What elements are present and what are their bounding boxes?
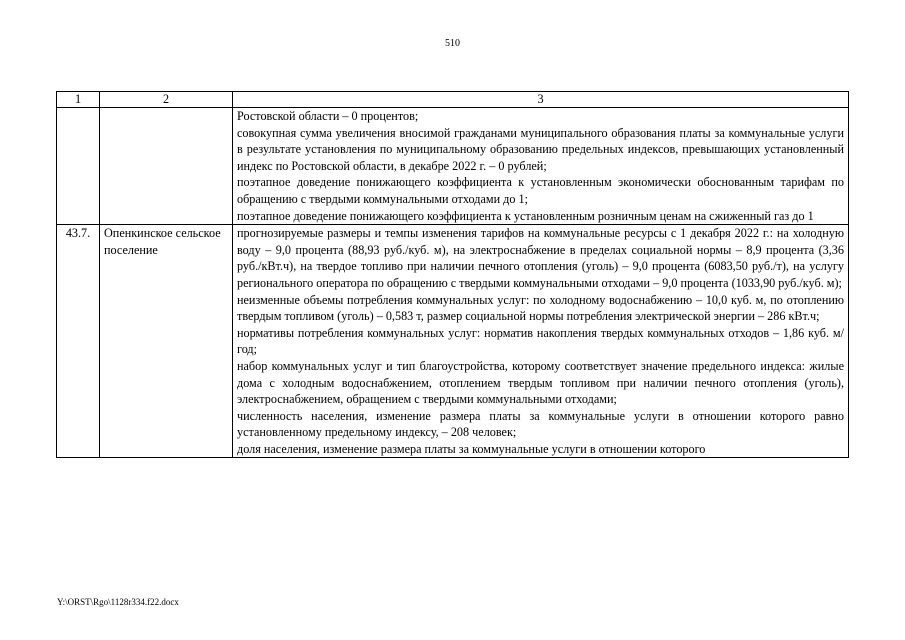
document-table — [56, 91, 849, 458]
table-header-row — [57, 92, 849, 108]
row-number-cell — [57, 108, 100, 225]
table-row — [57, 225, 849, 458]
table-header-cell: 2 — [100, 92, 233, 108]
description-paragraph: совокупная сумма увеличения вносимой гражданами муниципального образования платы за коммунальные услуги в результате установления по муниципальному образованию предельных индексов, превышающих установленный индекс по Ростовской области, в декабре 2022 г. – 0 рублей; — [237, 125, 844, 173]
table-header-cell: 1 — [57, 92, 100, 108]
description-paragraph: доля населения, изменение размера платы за коммунальные услуги в отношении которого — [237, 441, 706, 456]
description-cell — [233, 225, 849, 458]
settlement-name-cell — [100, 108, 233, 225]
row-number-cell: 43.7. — [57, 225, 100, 458]
table-header-cell: 3 — [233, 92, 849, 108]
description-paragraph: набор коммунальных услуг и тип благоустройства, которому соответствует значение предельного индекса: жилые дома с холодным водоснабжением, отоплением твердым топливом при наличии печного отопления (уголь), электроснабжением, обращением с твердыми коммунальными отходами; — [237, 358, 844, 407]
description-paragraph: неизменные объемы потребления коммунальных услуг: по холодному водоснабжению – 10,0 куб. м, по отоплению твердым топливом (уголь) – 0,583 т, размер социальной нормы потребления электрической энергии – 286 кВт.ч; — [237, 292, 844, 324]
description-cell — [233, 108, 849, 225]
description-paragraph: численность населения, изменение размера платы за коммунальные услуги в отношении которого равно установленному предельному индексу, – 208 человек; — [237, 408, 844, 440]
description-paragraph: поэтапное доведение понижающего коэффициента к установленным розничным ценам на сжиженный газ до 1 — [237, 208, 814, 223]
description-paragraph: прогнозируемые размеры и темпы изменения тарифов на коммунальные ресурсы с 1 декабря 2022 г.: на холодную воду – 9,0 процента (88,93 руб./куб. м), на электроснабжение в пределах социальной нормы – 8,9 процента (3,36 руб./кВт.ч), на твердое топливо при наличии печного отопления (уголь) – 9,0 процента (6083,50 руб./т), на услугу регионального оператора по обращению с твердыми коммунальными отходами – 9,0 процента (1033,90 руб./куб. м); — [237, 226, 844, 290]
description-paragraph: нормативы потребления коммунальных услуг: норматив накопления твердых коммунальных отходов – 1,86 куб. м/год; — [237, 325, 844, 357]
table-row — [57, 108, 849, 225]
footer-file-path: Y:\ORST\Rgo\1128r334.f22.docx — [57, 597, 179, 607]
settlement-name-cell: Опенкинское сельское поселение — [100, 225, 233, 458]
description-paragraph: Ростовской области – 0 процентов; — [237, 109, 419, 123]
description-paragraph: поэтапное доведение понижающего коэффициента к установленным экономически обоснованным тарифам по обращению с твердыми коммунальными отходами до 1; — [237, 175, 844, 206]
page-number: 510 — [445, 38, 460, 49]
